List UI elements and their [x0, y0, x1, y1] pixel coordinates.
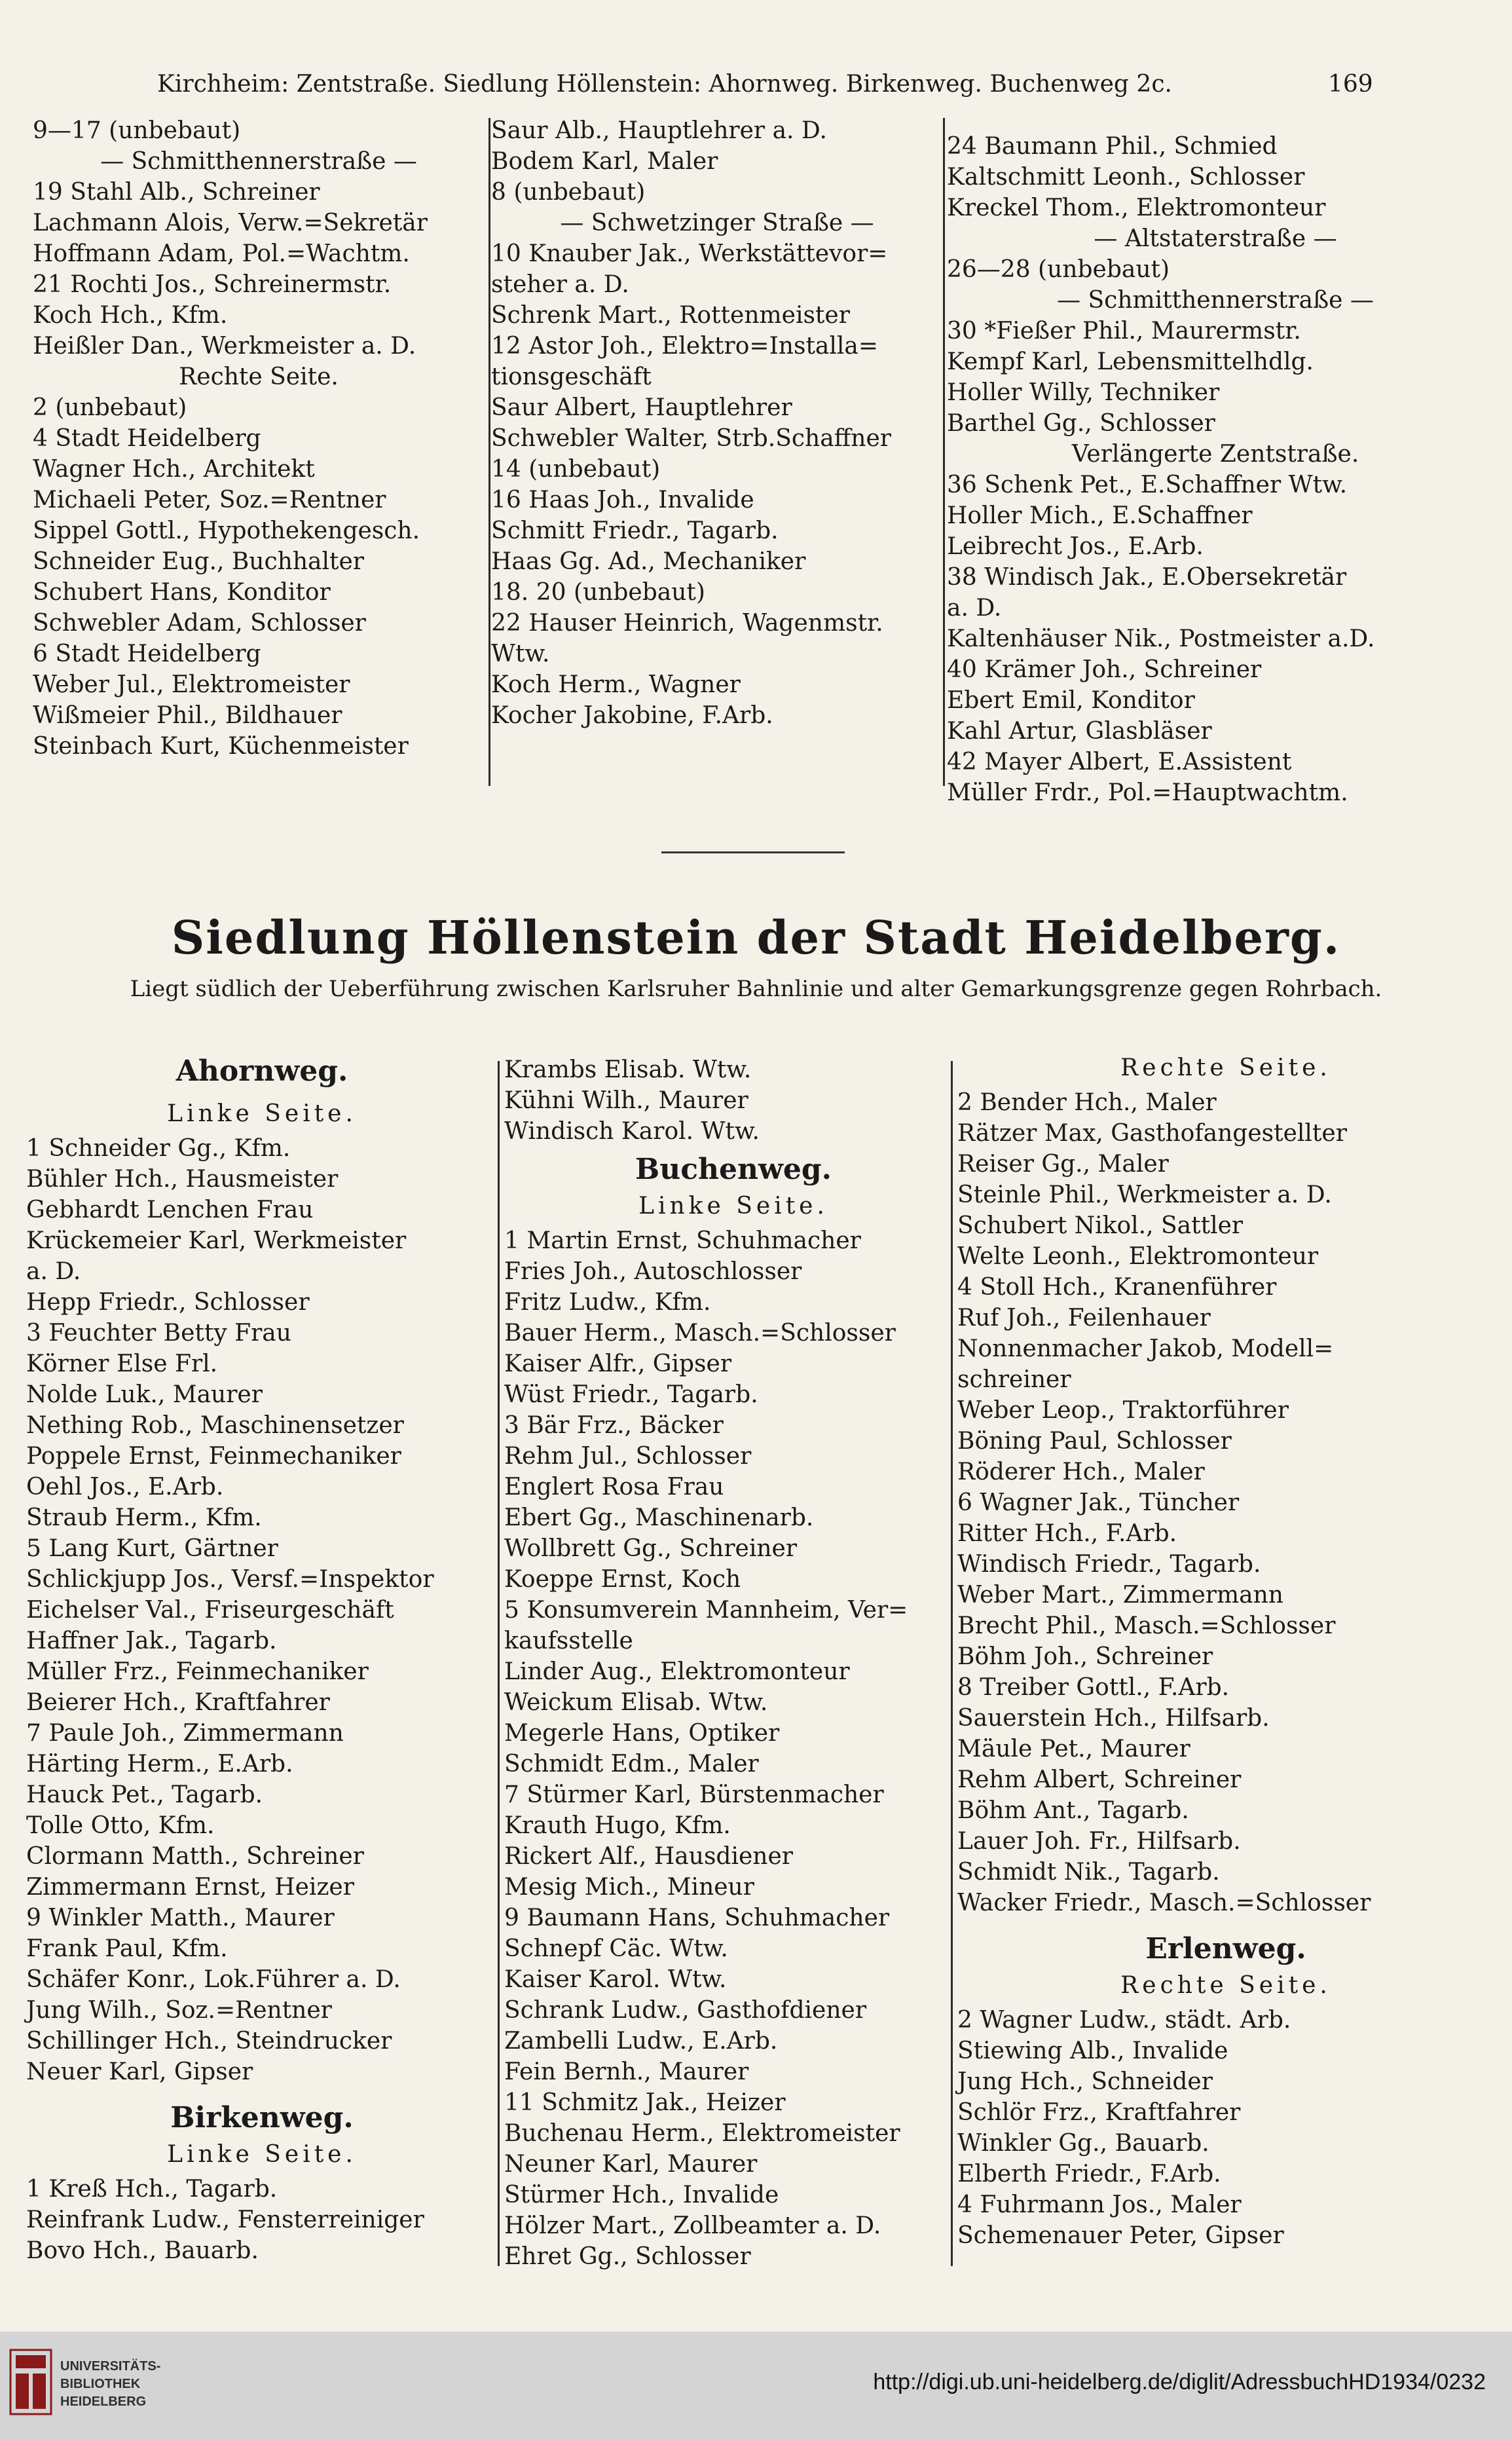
directory-entry: Winkler Gg., Bauarb.: [957, 2130, 1209, 2157]
section-title: Siedlung Höllenstein der Stadt Heidelberg.: [171, 910, 1341, 965]
directory-entry: Böhm Joh., Schreiner: [957, 1643, 1213, 1670]
section-divider: [661, 851, 845, 853]
directory-entry: 3 Bär Frz., Bäcker: [504, 1412, 724, 1439]
logo-line: UNIVERSITÄTS-: [60, 2359, 161, 2374]
directory-entry: 26—28 (unbebaut): [947, 256, 1170, 283]
directory-entry: — Schwetzinger Straße —: [560, 210, 874, 236]
lower-column-1: [26, 1054, 498, 2266]
directory-entry: 8 (unbebaut): [491, 179, 646, 206]
directory-entry: Kaltenhäuser Nik., Postmeister a.D.: [947, 625, 1375, 652]
directory-entry: Stürmer Hch., Invalide: [504, 2182, 779, 2208]
logo-line: BIBLIOTHEK: [60, 2377, 141, 2391]
directory-entry: 4 Fuhrmann Jos., Maler: [957, 2191, 1242, 2218]
directory-entry: Ritter Hch., F.Arb.: [957, 1520, 1177, 1547]
running-title: Kirchheim: Zentstraße. Siedlung Höllenstein: Ahornweg. Birkenweg. Buchenweg 2c.: [157, 71, 1172, 98]
directory-entry: Nonnenmacher Jakob, Modell=: [957, 1335, 1334, 1362]
directory-entry: Linder Aug., Elektromonteur: [504, 1658, 850, 1685]
directory-entry: Holler Mich., E.Schaffner: [947, 502, 1253, 529]
directory-entry: 22 Hauser Heinrich, Wagenmstr.: [491, 610, 883, 637]
lower-column-2: [504, 1054, 963, 2272]
directory-entry: Verlängerte Zentstraße.: [1071, 441, 1359, 468]
directory-entry: Bodem Karl, Maler: [491, 148, 718, 175]
directory-entry: Krückemeier Karl, Werkmeister: [26, 1227, 407, 1254]
directory-entry: Ehret Gg., Schlosser: [504, 2243, 751, 2270]
directory-entry: Körner Else Frl.: [26, 1350, 218, 1377]
directory-entry: kaufsstelle: [504, 1628, 633, 1654]
directory-entry: Schwebler Adam, Schlosser: [33, 610, 366, 637]
directory-entry: Frank Paul, Kfm.: [26, 1935, 228, 1962]
directory-entry: 4 Stadt Heidelberg: [33, 425, 261, 452]
directory-entry: tionsgeschäft: [491, 363, 652, 390]
directory-entry: Stiewing Alb., Invalide: [957, 2038, 1228, 2064]
directory-entry: Jung Hch., Schneider: [957, 2068, 1213, 2095]
directory-entry: Heißler Dan., Werkmeister a. D.: [33, 333, 416, 360]
directory-entry: 40 Krämer Joh., Schreiner: [947, 656, 1262, 683]
directory-entry: Brecht Phil., Masch.=Schlosser: [957, 1612, 1336, 1639]
directory-entry: Poppele Ernst, Feinmechaniker: [26, 1443, 401, 1470]
directory-entry: Schubert Hans, Konditor: [33, 579, 331, 606]
directory-entry: Bovo Hch., Bauarb.: [26, 2237, 259, 2264]
side-label: Rechte Seite.: [1120, 1054, 1331, 1081]
directory-entry: Krambs Elisab. Wtw.: [504, 1056, 752, 1083]
directory-entry: 1 Kreß Hch., Tagarb.: [26, 2176, 278, 2203]
directory-entry: Englert Rosa Frau: [504, 1474, 724, 1500]
directory-entry: Fries Joh., Autoschlosser: [504, 1258, 802, 1285]
directory-entry: Sauerstein Hch., Hilfsarb.: [957, 1705, 1270, 1732]
directory-entry: Röderer Hch., Maler: [957, 1459, 1205, 1485]
directory-entry: Bühler Hch., Hausmeister: [26, 1166, 339, 1193]
directory-entry: Wtw.: [491, 641, 550, 667]
directory-entry: Elberth Friedr., F.Arb.: [957, 2161, 1221, 2188]
directory-entry: Schäfer Konr., Lok.Führer a. D.: [26, 1966, 401, 1993]
directory-entry: Wacker Friedr., Masch.=Schlosser: [957, 1890, 1371, 1916]
directory-entry: Nolde Luk., Maurer: [26, 1381, 263, 1408]
logo-line: HEIDELBERG: [60, 2394, 147, 2409]
directory-entry: Schmitt Friedr., Tagarb.: [491, 517, 779, 544]
directory-entry: Tolle Otto, Kfm.: [26, 1812, 215, 1839]
directory-entry: Beierer Hch., Kraftfahrer: [26, 1689, 330, 1716]
upper-column-2: [491, 115, 943, 731]
directory-entry: Kocher Jakobine, F.Arb.: [491, 702, 773, 729]
page-number: 169: [1328, 71, 1373, 98]
directory-entry: Schlickjupp Jos., Versf.=Inspektor: [26, 1566, 434, 1593]
directory-entry: 36 Schenk Pet., E.Schaffner Wtw.: [947, 472, 1348, 498]
directory-entry: Ebert Gg., Maschinenarb.: [504, 1504, 814, 1531]
directory-entry: Schmidt Edm., Maler: [504, 1751, 759, 1778]
directory-entry: schreiner: [957, 1366, 1071, 1393]
footer-bar: [0, 2332, 1512, 2439]
directory-entry: — Schmitthennerstraße —: [100, 148, 417, 175]
directory-entry: Kaiser Alfr., Gipser: [504, 1350, 732, 1377]
directory-entry: Böhm Ant., Tagarb.: [957, 1797, 1189, 1824]
directory-entry: Haffner Jak., Tagarb.: [26, 1628, 277, 1654]
directory-entry: Müller Frdr., Pol.=Hauptwachtm.: [947, 779, 1348, 806]
directory-entry: 30 *Fießer Phil., Maurermstr.: [947, 318, 1301, 344]
street-heading-birkenweg: Birkenweg.: [170, 2101, 354, 2134]
directory-entry: Fein Bernh., Maurer: [504, 2058, 749, 2085]
directory-entry: 24 Baumann Phil., Schmied: [947, 133, 1278, 160]
directory-entry: Rehm Albert, Schreiner: [957, 1766, 1242, 1793]
directory-entry: — Schmitthennerstraße —: [1057, 287, 1374, 314]
directory-entry: 9 Winkler Matth., Maurer: [26, 1905, 335, 1931]
directory-entry: Reiser Gg., Maler: [957, 1151, 1169, 1178]
directory-entry: Rechte Seite.: [179, 363, 339, 390]
directory-entry: Rehm Jul., Schlosser: [504, 1443, 752, 1470]
directory-entry: 5 Lang Kurt, Gärtner: [26, 1535, 278, 1562]
directory-entry: Oehl Jos., E.Arb.: [26, 1474, 224, 1500]
side-label: Rechte Seite.: [1120, 1972, 1331, 1999]
directory-entry: 16 Haas Joh., Invalide: [491, 487, 754, 513]
directory-entry: Ruf Joh., Feilenhauer: [957, 1305, 1211, 1331]
side-label: Linke Seite.: [167, 1100, 357, 1127]
directory-entry: Hepp Friedr., Schlosser: [26, 1289, 310, 1316]
directory-entry: 19 Stahl Alb., Schreiner: [33, 179, 320, 206]
side-label: Linke Seite.: [638, 1193, 828, 1220]
directory-entry: Saur Alb., Hauptlehrer a. D.: [491, 117, 827, 144]
directory-entry: Welte Leonh., Elektromonteur: [957, 1243, 1319, 1270]
directory-entry: Ebert Emil, Konditor: [947, 687, 1195, 714]
directory-entry: Michaeli Peter, Soz.=Rentner: [33, 487, 386, 513]
directory-entry: 18. 20 (unbebaut): [491, 579, 705, 606]
directory-entry: Hoffmann Adam, Pol.=Wachtm.: [33, 240, 410, 267]
directory-entry: Holler Willy, Techniker: [947, 379, 1220, 406]
directory-entry: Schemenauer Peter, Gipser: [957, 2222, 1284, 2249]
directory-entry: Buchenau Herm., Elektromeister: [504, 2120, 900, 2147]
directory-entry: Barthel Gg., Schlosser: [947, 410, 1215, 437]
directory-entry: 2 Wagner Ludw., städt. Arb.: [957, 2007, 1291, 2034]
directory-entry: Eichelser Val., Friseurgeschäft: [26, 1597, 394, 1624]
street-heading-buchenweg: Buchenweg.: [635, 1153, 832, 1186]
directory-entry: Kempf Karl, Lebensmittelhdlg.: [947, 348, 1314, 375]
section-subtitle: Liegt südlich der Ueberführung zwischen Karlsruher Bahnlinie und alter Gemarkungsgrenze gegen Rohrbach.: [130, 976, 1382, 1002]
directory-entry: Zambelli Ludw., E.Arb.: [504, 2028, 778, 2055]
directory-entry: 4 Stoll Hch., Kranenführer: [957, 1274, 1277, 1301]
column-divider: [943, 118, 945, 786]
directory-entry: 3 Feuchter Betty Frau: [26, 1320, 291, 1347]
directory-entry: 9 Baumann Hans, Schuhmacher: [504, 1905, 890, 1931]
directory-entry: Straub Herm., Kfm.: [26, 1504, 262, 1531]
directory-entry: Kaiser Karol. Wtw.: [504, 1966, 727, 1993]
upper-column-1: [33, 115, 485, 762]
upper-column-3: [947, 131, 1484, 808]
directory-entry: Koeppe Ernst, Koch: [504, 1566, 741, 1593]
directory-entry: Leibrecht Jos., E.Arb.: [947, 533, 1204, 560]
directory-entry: Haas Gg. Ad., Mechaniker: [491, 548, 806, 575]
directory-entry: Reinfrank Ludw., Fensterreiniger: [26, 2206, 424, 2233]
directory-entry: Zimmermann Ernst, Heizer: [26, 1874, 354, 1901]
directory-entry: Schlör Frz., Kraftfahrer: [957, 2099, 1241, 2126]
directory-entry: Krauth Hugo, Kfm.: [504, 1812, 731, 1839]
directory-entry: 14 (unbebaut): [491, 456, 661, 483]
directory-entry: 5 Konsumverein Mannheim, Ver=: [504, 1597, 908, 1624]
directory-entry: 12 Astor Joh., Elektro=Installa=: [491, 333, 879, 360]
directory-entry: 7 Stürmer Karl, Bürstenmacher: [504, 1781, 884, 1808]
directory-entry: Wagner Hch., Architekt: [33, 456, 315, 483]
directory-entry: Schrenk Mart., Rottenmeister: [491, 302, 850, 329]
directory-entry: Schneider Eug., Buchhalter: [33, 548, 364, 575]
directory-entry: 1 Martin Ernst, Schuhmacher: [504, 1227, 861, 1254]
directory-entry: Lachmann Alois, Verw.=Sekretär: [33, 210, 428, 236]
directory-entry: Clormann Matth., Schreiner: [26, 1843, 364, 1870]
library-logo-text: [60, 2358, 160, 2411]
directory-entry: Wollbrett Gg., Schreiner: [504, 1535, 798, 1562]
directory-entry: a. D.: [26, 1258, 81, 1285]
directory-entry: Mäule Pet., Maurer: [957, 1736, 1190, 1762]
directory-entry: Weickum Elisab. Wtw.: [504, 1689, 768, 1716]
street-heading-erlenweg: Erlenweg.: [1145, 1932, 1306, 1965]
directory-entry: Hölzer Mart., Zollbeamter a. D.: [504, 2212, 881, 2239]
directory-entry: Mesig Mich., Mineur: [504, 1874, 754, 1901]
directory-entry: Neuner Karl, Maurer: [504, 2151, 758, 2178]
directory-entry: Schillinger Hch., Steindrucker: [26, 2028, 392, 2055]
directory-entry: Weber Mart., Zimmermann: [957, 1582, 1283, 1609]
directory-entry: Weber Leop., Traktorführer: [957, 1397, 1289, 1424]
directory-entry: Steinle Phil., Werkmeister a. D.: [957, 1182, 1332, 1208]
directory-entry: steher a. D.: [491, 271, 629, 298]
directory-entry: Windisch Friedr., Tagarb.: [957, 1551, 1261, 1578]
directory-entry: Neuer Karl, Gipser: [26, 2058, 253, 2085]
directory-entry: 11 Schmitz Jak., Heizer: [504, 2089, 786, 2116]
directory-entry: a. D.: [947, 595, 1002, 622]
directory-entry: Sippel Gottl., Hypothekengesch.: [33, 517, 420, 544]
directory-entry: Nething Rob., Maschinensetzer: [26, 1412, 404, 1439]
directory-entry: 6 Stadt Heidelberg: [33, 641, 261, 667]
directory-entry: Kaltschmitt Leonh., Schlosser: [947, 164, 1305, 191]
directory-entry: — Altstaterstraße —: [1094, 225, 1337, 252]
directory-entry: Wißmeier Phil., Bildhauer: [33, 702, 342, 729]
directory-entry: Kreckel Thom., Elektromonteur: [947, 195, 1326, 221]
directory-entry: Koch Herm., Wagner: [491, 671, 741, 698]
directory-entry: 8 Treiber Gottl., F.Arb.: [957, 1674, 1230, 1701]
lower-column-3: [957, 1054, 1494, 2251]
directory-entry: Saur Albert, Hauptlehrer: [491, 394, 792, 421]
column-divider: [489, 118, 490, 786]
directory-entry: Rickert Alf., Hausdiener: [504, 1843, 793, 1870]
directory-entry: Kahl Artur, Glasbläser: [947, 718, 1212, 745]
directory-entry: Müller Frz., Feinmechaniker: [26, 1658, 369, 1685]
directory-entry: Megerle Hans, Optiker: [504, 1720, 780, 1747]
column-divider: [498, 1061, 500, 2266]
directory-entry: Bauer Herm., Masch.=Schlosser: [504, 1320, 896, 1347]
directory-entry: Schnepf Cäc. Wtw.: [504, 1935, 728, 1962]
directory-entry: Wüst Friedr., Tagarb.: [504, 1381, 758, 1408]
directory-entry: Fritz Ludw., Kfm.: [504, 1289, 711, 1316]
directory-entry: Schrank Ludw., Gasthofdiener: [504, 1997, 867, 2024]
directory-entry: 7 Paule Joh., Zimmermann: [26, 1720, 344, 1747]
directory-entry: Jung Wilh., Soz.=Rentner: [26, 1997, 332, 2024]
source-url[interactable]: http://digi.ub.uni-heidelberg.de/diglit/AdressbuchHD1934/0232: [873, 2370, 1486, 2394]
street-heading-ahornweg: Ahornweg.: [175, 1054, 348, 1088]
directory-entry: Hauck Pet., Tagarb.: [26, 1781, 263, 1808]
directory-entry: Gebhardt Lenchen Frau: [26, 1197, 314, 1223]
directory-entry: 10 Knauber Jak., Werkstättevor=: [491, 240, 888, 267]
directory-entry: 1 Schneider Gg., Kfm.: [26, 1135, 291, 1162]
directory-entry: Schubert Nikol., Sattler: [957, 1212, 1244, 1239]
directory-entry: 6 Wagner Jak., Tüncher: [957, 1489, 1240, 1516]
directory-entry: 21 Rochti Jos., Schreinermstr.: [33, 271, 392, 298]
directory-entry: Schwebler Walter, Strb.Schaffner: [491, 425, 891, 452]
directory-entry: Koch Hch., Kfm.: [33, 302, 228, 329]
directory-entry: Windisch Karol. Wtw.: [504, 1118, 760, 1145]
column-divider: [951, 1061, 953, 2266]
directory-entry: Härting Herm., E.Arb.: [26, 1751, 293, 1778]
directory-entry: 38 Windisch Jak., E.Obersekretär: [947, 564, 1347, 591]
directory-entry: 9—17 (unbebaut): [33, 117, 241, 144]
directory-entry: Kühni Wilh., Maurer: [504, 1087, 748, 1114]
directory-entry: 42 Mayer Albert, E.Assistent: [947, 749, 1292, 775]
side-label: Linke Seite.: [167, 2141, 357, 2168]
directory-entry: Lauer Joh. Fr., Hilfsarb.: [957, 1828, 1241, 1855]
directory-entry: Steinbach Kurt, Küchenmeister: [33, 733, 409, 760]
university-seal-icon: [9, 2349, 52, 2415]
directory-entry: 2 (unbebaut): [33, 394, 187, 421]
directory-entry: Rätzer Max, Gasthofangestellter: [957, 1120, 1347, 1147]
directory-entry: Weber Jul., Elektromeister: [33, 671, 350, 698]
directory-entry: 2 Bender Hch., Maler: [957, 1089, 1217, 1116]
directory-entry: Schmidt Nik., Tagarb.: [957, 1859, 1220, 1886]
directory-entry: Böning Paul, Schlosser: [957, 1428, 1232, 1455]
